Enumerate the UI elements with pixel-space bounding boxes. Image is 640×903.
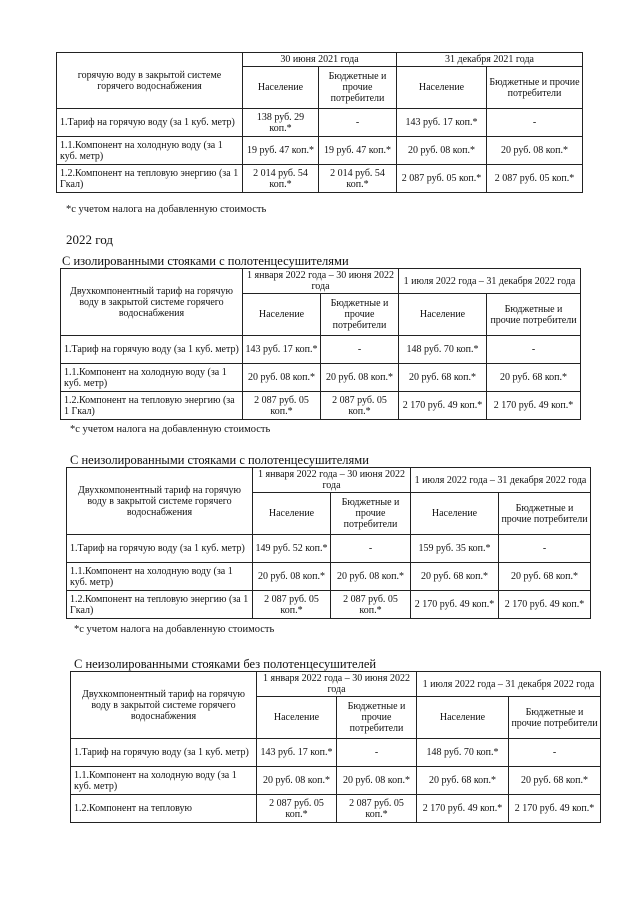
table-row	[61, 392, 581, 420]
cell-value: -	[499, 535, 591, 563]
cell-value: 143 руб. 17 коп.*	[243, 336, 321, 364]
period-1-header: 1 января 2022 года – 30 июня 2022 года	[243, 269, 399, 294]
period-2-header: 31 декабря 2021 года	[397, 53, 583, 67]
cell-value: 20 руб. 68 коп.*	[411, 563, 499, 591]
period-1-header: 1 января 2022 года – 30 июня 2022 года	[257, 672, 417, 697]
table-row	[71, 767, 601, 795]
cell-value: -	[487, 109, 583, 137]
cell-value: 2 170 руб. 49 коп.*	[509, 795, 601, 823]
period-2-header: 1 июля 2022 года – 31 декабря 2022 года	[417, 672, 601, 697]
row-label: 1.2.Компонент на тепловую энергию (за 1 Гкал)	[57, 165, 243, 193]
table-row	[57, 137, 583, 165]
row-label: 1.2.Компонент на тепловую	[71, 795, 257, 823]
row-label: 1.2.Компонент на тепловую энергию (за 1 Гкал)	[67, 591, 253, 619]
subcol-header: Население	[399, 294, 487, 336]
header-title: Двухкомпонентный тариф на горячую воду в закрытой системе горячего водоснабжения	[61, 269, 243, 336]
tariff-table-2021	[56, 52, 583, 193]
period-1-header: 1 января 2022 года – 30 июня 2022 года	[253, 468, 411, 493]
subcol-header: Население	[417, 697, 509, 739]
cell-value: -	[337, 739, 417, 767]
section-title: С неизолированными стояками без полотенцесушителей	[74, 657, 377, 671]
subcol-header: Бюджетные и прочие потребители	[321, 294, 399, 336]
table-row	[57, 109, 583, 137]
subcol-header: Население	[243, 294, 321, 336]
header-title: Двухкомпонентный тариф на горячую воду в закрытой системе горячего водоснабжения	[67, 468, 253, 535]
cell-value: 2 087 руб. 05 коп.*	[337, 795, 417, 823]
year-heading: 2022 год	[66, 232, 113, 247]
cell-value: 148 руб. 70 коп.*	[399, 336, 487, 364]
cell-value: 20 руб. 08 коп.*	[337, 767, 417, 795]
cell-value: 20 руб. 08 коп.*	[257, 767, 337, 795]
cell-value: -	[321, 336, 399, 364]
row-label: 1.1.Компонент на холодную воду (за 1 куб. метр)	[71, 767, 257, 795]
cell-value: -	[487, 336, 581, 364]
cell-value: 2 170 руб. 49 коп.*	[399, 392, 487, 420]
cell-value: 2 014 руб. 54 коп.*	[319, 165, 397, 193]
subcol-header: Население	[253, 493, 331, 535]
cell-value: 149 руб. 52 коп.*	[253, 535, 331, 563]
header-title: Двухкомпонентный тариф на горячую воду в закрытой системе горячего водоснабжения	[71, 672, 257, 739]
tariff-table-nonisolated-without-dryers	[70, 671, 601, 823]
cell-value: 159 руб. 35 коп.*	[411, 535, 499, 563]
cell-value: 20 руб. 68 коп.*	[399, 364, 487, 392]
tariff-table-nonisolated-with-dryers	[66, 467, 591, 619]
cell-value: -	[319, 109, 397, 137]
cell-value: 2 170 руб. 49 коп.*	[417, 795, 509, 823]
subcol-header: Население	[411, 493, 499, 535]
subcol-header: Бюджетные и прочие потребители	[337, 697, 417, 739]
footnote: *с учетом налога на добавленную стоимость	[66, 204, 267, 215]
table-row	[67, 591, 591, 619]
footnote: *с учетом налога на добавленную стоимость	[70, 424, 271, 435]
cell-value: 148 руб. 70 коп.*	[417, 739, 509, 767]
row-label: 1.Тариф на горячую воду (за 1 куб. метр)	[61, 336, 243, 364]
cell-value: 20 руб. 08 коп.*	[487, 137, 583, 165]
period-2-header: 1 июля 2022 года – 31 декабря 2022 года	[399, 269, 581, 294]
row-label: 1.1.Компонент на холодную воду (за 1 куб. метр)	[61, 364, 243, 392]
cell-value: 19 руб. 47 коп.*	[243, 137, 319, 165]
cell-value: 20 руб. 08 коп.*	[253, 563, 331, 591]
cell-value: -	[331, 535, 411, 563]
cell-value: 2 014 руб. 54 коп.*	[243, 165, 319, 193]
cell-value: 20 руб. 08 коп.*	[243, 364, 321, 392]
cell-value: 20 руб. 08 коп.*	[321, 364, 399, 392]
row-label: 1.Тариф на горячую воду (за 1 куб. метр)	[67, 535, 253, 563]
row-label: 1.Тариф на горячую воду (за 1 куб. метр)	[57, 109, 243, 137]
period-1-header: 30 июня 2021 года	[243, 53, 397, 67]
row-label: 1.1.Компонент на холодную воду (за 1 куб. метр)	[67, 563, 253, 591]
subcol-header: Бюджетные и прочие потребители	[487, 67, 583, 109]
cell-value: 143 руб. 17 коп.*	[397, 109, 487, 137]
subcol-header: Бюджетные и прочие потребители	[319, 67, 397, 109]
cell-value: 19 руб. 47 коп.*	[319, 137, 397, 165]
table-row	[57, 165, 583, 193]
footnote: *с учетом налога на добавленную стоимость	[74, 624, 275, 635]
cell-value: 20 руб. 08 коп.*	[397, 137, 487, 165]
subcol-header: Бюджетные и прочие потребители	[499, 493, 591, 535]
table-row	[61, 336, 581, 364]
table-row	[67, 563, 591, 591]
table-row	[71, 795, 601, 823]
cell-value: 2 170 руб. 49 коп.*	[499, 591, 591, 619]
section-title: С изолированными стояками с полотенцесушителями	[62, 254, 349, 268]
cell-value: 20 руб. 68 коп.*	[499, 563, 591, 591]
subcol-header: Население	[243, 67, 319, 109]
cell-value: 2 087 руб. 05 коп.*	[397, 165, 487, 193]
cell-value: 2 087 руб. 05 коп.*	[243, 392, 321, 420]
table-row	[67, 535, 591, 563]
header-title: горячую воду в закрытой системе горячего водоснабжения	[57, 53, 243, 109]
cell-value: 2 087 руб. 05 коп.*	[253, 591, 331, 619]
cell-value: 20 руб. 08 коп.*	[331, 563, 411, 591]
cell-value: 2 087 руб. 05 коп.*	[331, 591, 411, 619]
cell-value: 20 руб. 68 коп.*	[487, 364, 581, 392]
cell-value: 2 087 руб. 05 коп.*	[257, 795, 337, 823]
subcol-header: Бюджетные и прочие потребители	[331, 493, 411, 535]
cell-value: 2 087 руб. 05 коп.*	[321, 392, 399, 420]
subcol-header: Бюджетные и прочие потребители	[509, 697, 601, 739]
cell-value: 20 руб. 68 коп.*	[509, 767, 601, 795]
section-title: С неизолированными стояками с полотенцесушителями	[70, 453, 369, 467]
row-label: 1.1.Компонент на холодную воду (за 1 куб. метр)	[57, 137, 243, 165]
cell-value: 2 170 руб. 49 коп.*	[487, 392, 581, 420]
cell-value: 2 087 руб. 05 коп.*	[487, 165, 583, 193]
cell-value: 2 170 руб. 49 коп.*	[411, 591, 499, 619]
row-label: 1.2.Компонент на тепловую энергию (за 1 Гкал)	[61, 392, 243, 420]
row-label: 1.Тариф на горячую воду (за 1 куб. метр)	[71, 739, 257, 767]
tariff-table-isolated-with-dryers	[60, 268, 581, 420]
period-2-header: 1 июля 2022 года – 31 декабря 2022 года	[411, 468, 591, 493]
subcol-header: Население	[257, 697, 337, 739]
cell-value: 20 руб. 68 коп.*	[417, 767, 509, 795]
table-row	[71, 739, 601, 767]
cell-value: 138 руб. 29 коп.*	[243, 109, 319, 137]
table-row	[61, 364, 581, 392]
subcol-header: Бюджетные и прочие потребители	[487, 294, 581, 336]
cell-value: 143 руб. 17 коп.*	[257, 739, 337, 767]
cell-value: -	[509, 739, 601, 767]
subcol-header: Население	[397, 67, 487, 109]
